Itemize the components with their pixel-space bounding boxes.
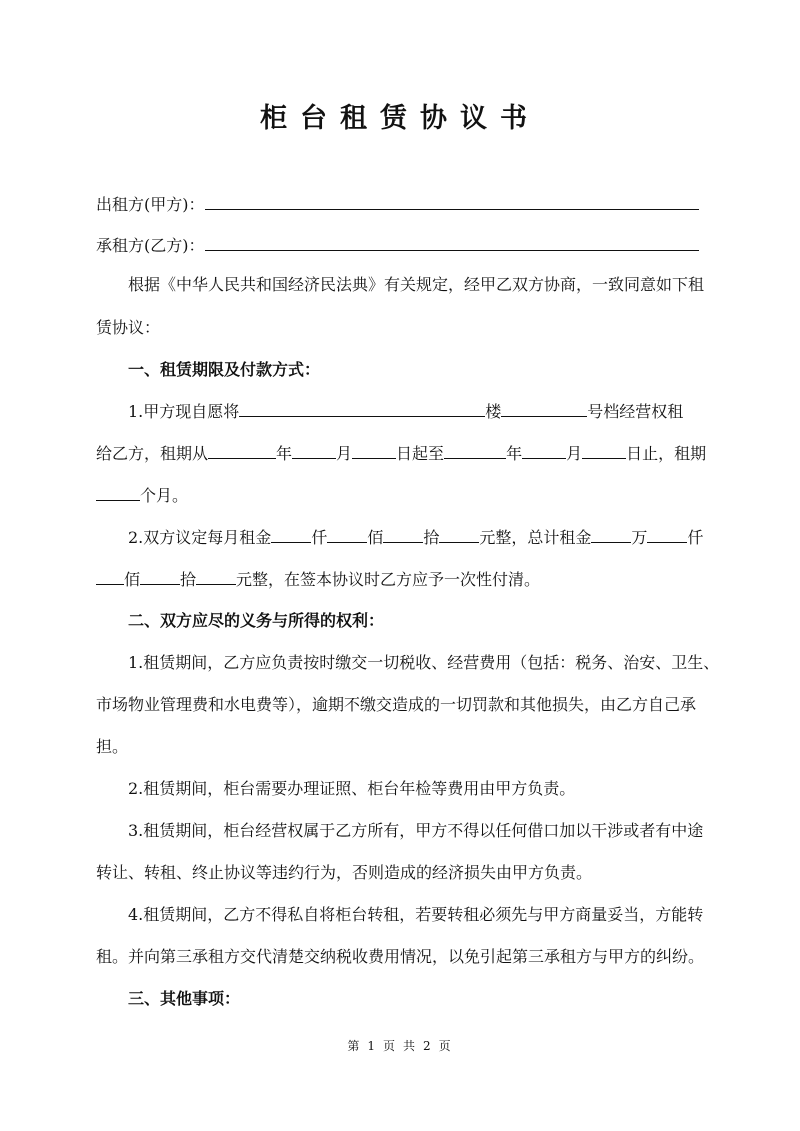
s2-item2: 2.租赁期间，柜台需要办理证照、柜台年检等费用由甲方负责。 xyxy=(128,779,576,798)
s1-item2-line2 xyxy=(96,568,540,591)
intro-line-2: 赁协议： xyxy=(96,318,161,337)
start-year-text: 年 xyxy=(276,444,293,463)
total-shi-blank xyxy=(140,568,180,585)
start-day-blank xyxy=(352,442,396,459)
section2-heading: 二、双方应尽的义务与所得的权利： xyxy=(128,611,385,630)
total-shi-text: 拾 xyxy=(180,570,197,589)
party-a-line xyxy=(96,193,699,216)
section3-heading: 三、其他事项： xyxy=(128,989,241,1008)
s2-item4-line2: 租。并向第三承租方交代清楚交纳税收费用情况，以免引起第三承租方与甲方的纠纷。 xyxy=(96,947,705,966)
start-month-blank xyxy=(292,442,336,459)
party-a-blank xyxy=(205,193,699,210)
rent-bai-text: 佰 xyxy=(367,528,384,547)
months-blank xyxy=(96,484,140,501)
total-wan-text: 万 xyxy=(631,528,648,547)
monthly-rent-text: 2.双方议定每月租金 xyxy=(128,528,272,547)
page-footer xyxy=(0,1037,800,1054)
total-rent-text: 元整，总计租金 xyxy=(479,528,592,547)
footer-text: 页 xyxy=(438,1039,453,1053)
s2-item1-line1: 1.租赁期间，乙方应负责按时缴交一切税收、经营费用（包括：税务、治安、卫生、 xyxy=(128,653,720,672)
start-year-blank xyxy=(208,442,276,459)
s2-item4-line1: 4.租赁期间，乙方不得私自将柜台转租，若要转租必须先与甲方商量妥当，方能转 xyxy=(128,905,704,924)
lease-from-text: 给乙方，租期从 xyxy=(96,444,209,463)
end-day-blank xyxy=(582,442,626,459)
end-month-text: 月 xyxy=(566,444,583,463)
rent-shi-text: 拾 xyxy=(423,528,440,547)
party-b-label: 承租方(乙方)： xyxy=(96,236,205,255)
total-qian-blank xyxy=(647,526,687,543)
s1-item1-line3 xyxy=(96,484,188,507)
s1-item2-line1 xyxy=(128,526,703,549)
start-day-text: 日起至 xyxy=(396,444,445,463)
footer-text: 共 xyxy=(403,1039,418,1053)
total-qian-text: 仟 xyxy=(687,528,704,547)
end-day-text: 日止，租期 xyxy=(626,444,707,463)
total-wan-blank xyxy=(591,526,631,543)
s1-item1-line1 xyxy=(128,400,683,423)
rent-shi-blank xyxy=(383,526,423,543)
s2-item3-line2: 转让、转租、终止协议等违约行为，否则造成的经济损失由甲方负责。 xyxy=(96,863,593,882)
months-text: 个月。 xyxy=(140,486,189,505)
footer-text: 第 xyxy=(347,1039,362,1053)
end-year-text: 年 xyxy=(506,444,523,463)
end-month-blank xyxy=(522,442,566,459)
rent-qian-text: 仟 xyxy=(311,528,328,547)
footer-text: 页 xyxy=(382,1039,397,1053)
party-b-line xyxy=(96,234,699,257)
s1-item1-prefix: 1.甲方现自愿将 xyxy=(128,402,240,421)
s2-item1-line3: 担。 xyxy=(96,737,129,756)
rent-bai-blank xyxy=(327,526,367,543)
party-b-blank xyxy=(205,234,699,251)
party-a-label: 出租方(甲方)： xyxy=(96,195,205,214)
s2-item3-line1: 3.租赁期间，柜台经营权属于乙方所有，甲方不得以任何借口加以干涉或者有中途 xyxy=(128,821,704,840)
stall-text: 号档经营权租 xyxy=(587,402,684,421)
stall-blank xyxy=(501,400,587,417)
document-title: 柜台租赁协议书 xyxy=(260,103,540,134)
end-year-blank xyxy=(444,442,506,459)
rent-yuan-blank xyxy=(439,526,479,543)
total-yuan-text: 元整，在签本协议时乙方应予一次性付清。 xyxy=(236,570,541,589)
intro-line-1: 根据《中华人民共和国经济民法典》有关规定，经甲乙双方协商，一致同意如下租 xyxy=(128,275,705,294)
section1-heading: 一、租赁期限及付款方式： xyxy=(128,360,321,379)
rent-qian-blank xyxy=(271,526,311,543)
s1-item1-line2 xyxy=(96,442,706,465)
total-bai-text: 佰 xyxy=(124,570,141,589)
start-month-text: 月 xyxy=(336,444,353,463)
floor-blank xyxy=(239,400,485,417)
total-yuan-blank xyxy=(196,568,236,585)
s2-item1-line2: 市场物业管理费和水电费等），逾期不缴交造成的一切罚款和其他损失，由乙方自己承 xyxy=(96,695,697,714)
page-total: 2 xyxy=(423,1039,433,1053)
page-number: 1 xyxy=(367,1039,377,1053)
total-bai-blank xyxy=(96,568,124,585)
floor-text: 楼 xyxy=(485,402,502,421)
